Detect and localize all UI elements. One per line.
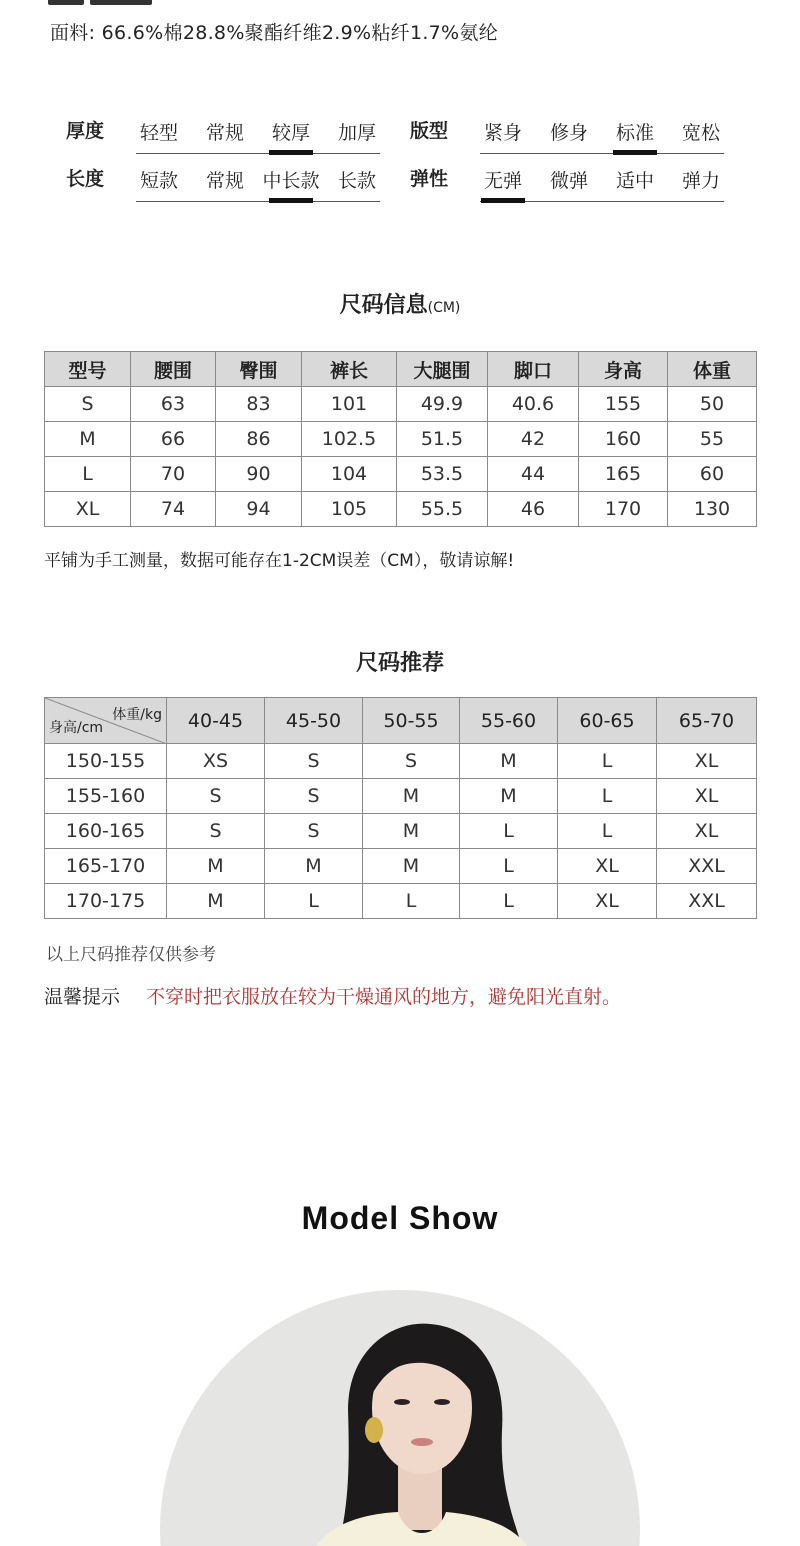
table-cell: S xyxy=(265,814,363,849)
model-photo xyxy=(160,1290,640,1546)
table-row xyxy=(45,387,757,422)
tip-label: 温馨提示 xyxy=(44,986,121,1008)
table-cell: L xyxy=(460,849,558,884)
attr-options xyxy=(480,116,724,154)
table-cell: L xyxy=(558,779,657,814)
table-cell: 105 xyxy=(302,492,397,527)
attr-option[interactable]: 常规 xyxy=(205,170,244,192)
table-cell: M xyxy=(45,422,131,457)
corner-height-label: 身高/cm xyxy=(49,720,104,736)
attr-label: 长度 xyxy=(66,168,105,190)
table-cell: 63 xyxy=(131,387,216,422)
table-row xyxy=(45,814,757,849)
attr-option[interactable]: 中长款 xyxy=(258,166,324,193)
table-cell: XL xyxy=(657,744,757,779)
table-cell: 104 xyxy=(302,457,397,492)
table-cell: S xyxy=(167,814,265,849)
table-cell: L xyxy=(460,814,558,849)
table-cell: 50 xyxy=(668,387,757,422)
weight-header: 40-45 xyxy=(167,698,265,744)
attr-option[interactable]: 常规 xyxy=(205,122,244,144)
weight-header: 45-50 xyxy=(265,698,363,744)
corner-weight-label: 体重/kg xyxy=(112,707,162,723)
attr-label: 厚度 xyxy=(66,120,105,142)
attr-option[interactable]: 长款 xyxy=(337,170,376,192)
table-cell: M xyxy=(460,779,558,814)
size-info-header-row xyxy=(45,352,757,387)
attr-option[interactable]: 紧身 xyxy=(483,122,522,144)
size-rec-header-row xyxy=(45,698,757,744)
header-cell: 臀围 xyxy=(216,352,302,387)
table-cell: 42 xyxy=(488,422,579,457)
size-info-title-text: 尺码信息 xyxy=(339,293,428,318)
size-info-unit: (CM) xyxy=(427,300,461,316)
table-cell: XXL xyxy=(657,849,757,884)
table-cell: 130 xyxy=(668,492,757,527)
attr-option[interactable]: 修身 xyxy=(549,122,588,144)
table-cell: XXL xyxy=(657,884,757,919)
table-cell: XL xyxy=(657,779,757,814)
table-cell: XL xyxy=(657,814,757,849)
cropped-previous-line xyxy=(48,0,198,6)
table-cell: XS xyxy=(167,744,265,779)
table-cell: S xyxy=(363,744,460,779)
table-cell: 51.5 xyxy=(397,422,488,457)
weight-header: 55-60 xyxy=(460,698,558,744)
size-rec-title: 尺码推荐 xyxy=(355,651,444,676)
tip-text: 不穿时把衣服放在较为干燥通风的地方，避免阳光直射。 xyxy=(146,986,622,1008)
table-cell: L xyxy=(558,744,657,779)
attr-option[interactable]: 宽松 xyxy=(681,122,720,144)
table-cell: 60 xyxy=(668,457,757,492)
attr-option[interactable]: 轻型 xyxy=(139,122,178,144)
table-row xyxy=(45,849,757,884)
header-cell: 大腿围 xyxy=(397,352,488,387)
attr-label: 版型 xyxy=(410,120,449,142)
header-cell: 脚口 xyxy=(488,352,579,387)
size-info-title xyxy=(0,288,800,319)
attr-option[interactable]: 弹力 xyxy=(681,170,720,192)
table-cell: 55 xyxy=(668,422,757,457)
table-cell: S xyxy=(265,744,363,779)
size-rec-table xyxy=(44,697,757,919)
table-cell: 55.5 xyxy=(397,492,488,527)
table-cell: 155 xyxy=(579,387,668,422)
header-cell: 型号 xyxy=(45,352,131,387)
table-cell: S xyxy=(45,387,131,422)
table-cell: 102.5 xyxy=(302,422,397,457)
weight-header: 60-65 xyxy=(558,698,657,744)
attr-option[interactable]: 短款 xyxy=(139,170,178,192)
model-illustration xyxy=(160,1290,640,1546)
header-cell: 裤长 xyxy=(302,352,397,387)
table-cell: 44 xyxy=(488,457,579,492)
fabric-composition xyxy=(50,18,498,45)
table-cell: 53.5 xyxy=(397,457,488,492)
attr-label: 弹性 xyxy=(410,168,449,190)
table-cell: S xyxy=(167,779,265,814)
table-cell: 70 xyxy=(131,457,216,492)
table-cell: M xyxy=(460,744,558,779)
height-cell: 160-165 xyxy=(45,814,167,849)
attr-options xyxy=(480,164,724,202)
table-cell: 74 xyxy=(131,492,216,527)
table-cell: XL xyxy=(45,492,131,527)
table-cell: 160 xyxy=(579,422,668,457)
table-cell: M xyxy=(265,849,363,884)
height-cell: 165-170 xyxy=(45,849,167,884)
corner-cell xyxy=(45,698,167,744)
attr-option[interactable]: 微弹 xyxy=(549,170,588,192)
size-info-table xyxy=(44,351,757,527)
table-cell: 101 xyxy=(302,387,397,422)
table-row xyxy=(45,744,757,779)
table-cell: M xyxy=(363,849,460,884)
header-cell: 腰围 xyxy=(131,352,216,387)
fabric-value: 66.6%棉28.8%聚酯纤维2.9%粘纤1.7%氨纶 xyxy=(101,22,499,44)
attr-option[interactable]: 标准 xyxy=(602,118,668,145)
table-row xyxy=(45,457,757,492)
model-show-title: Model Show xyxy=(301,1200,499,1236)
table-cell: 90 xyxy=(216,457,302,492)
table-cell: 40.6 xyxy=(488,387,579,422)
attr-option[interactable]: 加厚 xyxy=(337,122,376,144)
table-cell: L xyxy=(558,814,657,849)
table-cell: XL xyxy=(558,849,657,884)
attr-option[interactable]: 无弹 xyxy=(470,166,536,193)
table-cell: M xyxy=(363,814,460,849)
table-cell: 46 xyxy=(488,492,579,527)
table-row xyxy=(45,779,757,814)
header-cell: 体重 xyxy=(668,352,757,387)
table-cell: 94 xyxy=(216,492,302,527)
table-cell: L xyxy=(460,884,558,919)
table-cell: 66 xyxy=(131,422,216,457)
table-cell: 83 xyxy=(216,387,302,422)
table-cell: 170 xyxy=(579,492,668,527)
table-cell: XL xyxy=(558,884,657,919)
size-rec-note: 以上尺码推荐仅供参考 xyxy=(46,945,216,965)
table-cell: S xyxy=(265,779,363,814)
attr-option[interactable]: 适中 xyxy=(615,170,654,192)
table-row xyxy=(45,492,757,527)
fabric-label: 面料: xyxy=(50,22,96,44)
table-cell: L xyxy=(45,457,131,492)
table-cell: M xyxy=(167,849,265,884)
table-cell: M xyxy=(363,779,460,814)
table-cell: 49.9 xyxy=(397,387,488,422)
weight-header: 50-55 xyxy=(363,698,460,744)
table-cell: L xyxy=(265,884,363,919)
height-cell: 170-175 xyxy=(45,884,167,919)
table-cell: 165 xyxy=(579,457,668,492)
table-row xyxy=(45,422,757,457)
attr-fit xyxy=(0,116,800,156)
header-cell: 身高 xyxy=(579,352,668,387)
table-cell: 86 xyxy=(216,422,302,457)
table-cell: L xyxy=(363,884,460,919)
attr-elasticity xyxy=(0,164,800,204)
table-row xyxy=(45,884,757,919)
height-cell: 155-160 xyxy=(45,779,167,814)
attr-option[interactable]: 较厚 xyxy=(258,118,324,145)
weight-header: 65-70 xyxy=(657,698,757,744)
size-info-note: 平铺为手工测量，数据可能存在1-2CM误差（CM），敬请谅解! xyxy=(44,551,515,571)
table-cell: M xyxy=(167,884,265,919)
height-cell: 150-155 xyxy=(45,744,167,779)
